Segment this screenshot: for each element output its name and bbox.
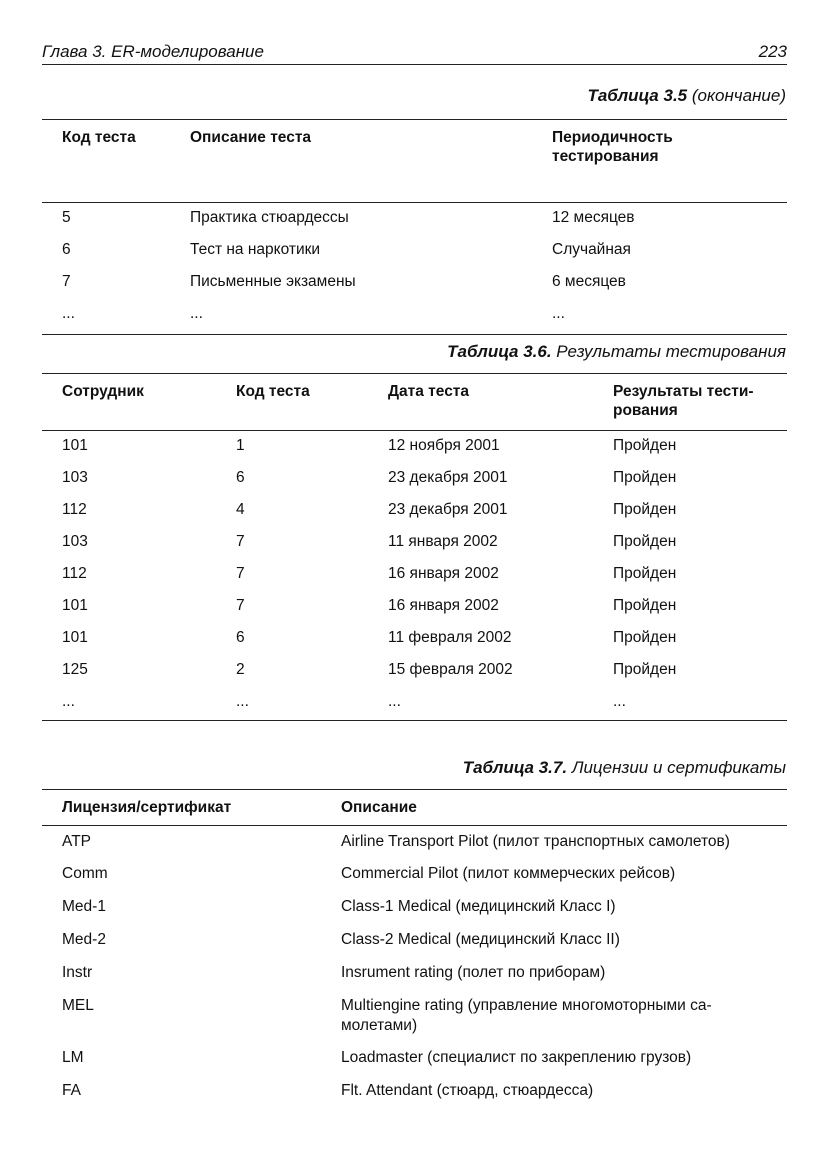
- table-3-5-caption-text: (окончание): [691, 86, 786, 105]
- cell: Med-2: [62, 931, 106, 948]
- cell: Пройден: [613, 533, 677, 550]
- cell: 112: [62, 565, 87, 582]
- cell: Instr: [62, 964, 93, 981]
- cell: 6: [236, 629, 245, 646]
- cell: 7: [236, 533, 245, 550]
- table-3-6-caption-text: Результаты тестирования: [556, 342, 786, 361]
- cell: Практика стюардессы: [190, 209, 349, 226]
- table-row: [42, 925, 787, 958]
- cell: 15 февраля 2002: [388, 661, 513, 678]
- table-row: [42, 1076, 787, 1109]
- cell: Commercial Pilot (пилот коммерческих рейсов): [341, 865, 676, 882]
- table-row: [42, 203, 787, 235]
- table-3-6-header: [42, 374, 787, 431]
- table-3-5-caption: [587, 86, 786, 106]
- cell: Пройден: [613, 597, 677, 614]
- column-header: Описание: [341, 799, 417, 816]
- cell: 16 января 2002: [388, 565, 499, 582]
- table-row: [42, 655, 787, 687]
- cell: Class-2 Medical (медицинский Класс II): [341, 931, 620, 948]
- cell: Пройден: [613, 661, 677, 678]
- cell: 7: [236, 597, 245, 614]
- cell: Airline Transport Pilot (пилот транспортных самолетов): [341, 833, 730, 850]
- cell: 23 декабря 2001: [388, 501, 508, 518]
- column-header: Сотрудник: [62, 383, 144, 400]
- table-3-7-caption-number: Таблица 3.7.: [462, 758, 568, 777]
- column-header: Периодичность тестирования: [552, 129, 673, 165]
- running-header: [42, 40, 787, 65]
- table-row: [42, 1043, 787, 1076]
- cell: Insrument rating (полет по приборам): [341, 964, 606, 981]
- cell: MEL: [62, 997, 94, 1014]
- cell: Class-1 Medical (медицинский Класс I): [341, 898, 616, 915]
- cell: ...: [552, 305, 565, 322]
- cell: 12 ноября 2001: [388, 437, 500, 454]
- cell: 11 февраля 2002: [388, 629, 512, 646]
- cell: Comm: [62, 865, 108, 882]
- cell: Med-1: [62, 898, 106, 915]
- table-row: [42, 826, 787, 859]
- table-row: [42, 687, 787, 720]
- cell: Тест на наркотики: [190, 241, 321, 258]
- table-row: [42, 623, 787, 655]
- table-3-7-caption: [463, 758, 786, 778]
- cell: Flt. Attendant (стюард, стюардесса): [341, 1082, 594, 1099]
- table-row: [42, 299, 787, 334]
- cell: ATP: [62, 833, 91, 850]
- cell: ...: [388, 693, 401, 710]
- table-3-5: [42, 119, 787, 335]
- cell: FA: [62, 1082, 81, 1099]
- cell: Multiengine rating (управление многомоторными са-молетами): [341, 997, 712, 1034]
- cell: Письменные экзамены: [190, 273, 356, 290]
- cell: Пройден: [613, 501, 677, 518]
- cell: ...: [613, 693, 626, 710]
- cell: ...: [190, 305, 203, 322]
- table-3-7-header: [42, 790, 787, 826]
- cell: 6: [62, 241, 71, 258]
- cell: 4: [236, 501, 245, 518]
- table-row: [42, 431, 787, 463]
- column-header: Результаты тести-рования: [613, 383, 754, 419]
- cell: LM: [62, 1049, 84, 1066]
- column-header: Дата теста: [388, 383, 470, 400]
- column-header: Код теста: [62, 129, 136, 146]
- table-3-6: [42, 373, 787, 721]
- cell: 1: [236, 437, 245, 454]
- table-row: [42, 235, 787, 267]
- table-row: [42, 591, 787, 623]
- column-header: Описание теста: [190, 129, 312, 146]
- table-3-7: [42, 789, 787, 1109]
- column-header: Код теста: [236, 383, 310, 400]
- cell: 23 декабря 2001: [388, 469, 508, 486]
- cell: 6 месяцев: [552, 273, 626, 290]
- cell: 125: [62, 661, 88, 678]
- cell: 12 месяцев: [552, 209, 635, 226]
- table-row: [42, 463, 787, 495]
- page-number: 223: [758, 42, 787, 61]
- cell: 112: [62, 501, 87, 518]
- cell: 16 января 2002: [388, 597, 499, 614]
- cell: ...: [236, 693, 249, 710]
- cell: Пройден: [613, 469, 677, 486]
- table-row: [42, 559, 787, 591]
- cell: 6: [236, 469, 245, 486]
- table-3-5-header: [42, 120, 787, 203]
- cell: 7: [62, 273, 71, 290]
- table-3-6-caption: [447, 342, 786, 362]
- table-row: [42, 892, 787, 925]
- table-row: [42, 267, 787, 299]
- table-3-5-caption-number: Таблица 3.5: [587, 86, 688, 105]
- cell: 2: [236, 661, 245, 678]
- table-row: [42, 859, 787, 892]
- cell: Loadmaster (специалист по закреплению грузов): [341, 1049, 692, 1066]
- cell: 103: [62, 533, 88, 550]
- cell: ...: [62, 693, 75, 710]
- table-row: [42, 527, 787, 559]
- cell: Случайная: [552, 241, 631, 258]
- table-3-7-caption-text: Лицензии и сертификаты: [571, 758, 786, 777]
- chapter-title: Глава 3. ER-моделирование: [42, 42, 264, 61]
- cell: 103: [62, 469, 88, 486]
- cell: 101: [62, 597, 88, 614]
- table-row: [42, 495, 787, 527]
- cell: Пройден: [613, 629, 677, 646]
- cell: ...: [62, 305, 75, 322]
- cell: Пройден: [613, 565, 677, 582]
- cell: 11 января 2002: [388, 533, 498, 550]
- table-row: [42, 958, 787, 991]
- table-3-6-caption-number: Таблица 3.6.: [447, 342, 552, 361]
- cell: 101: [62, 437, 88, 454]
- cell: 7: [236, 565, 245, 582]
- column-header: Лицензия/сертификат: [62, 799, 232, 816]
- cell: 5: [62, 209, 71, 226]
- cell: 101: [62, 629, 88, 646]
- cell: Пройден: [613, 437, 677, 454]
- table-row: [42, 991, 787, 1043]
